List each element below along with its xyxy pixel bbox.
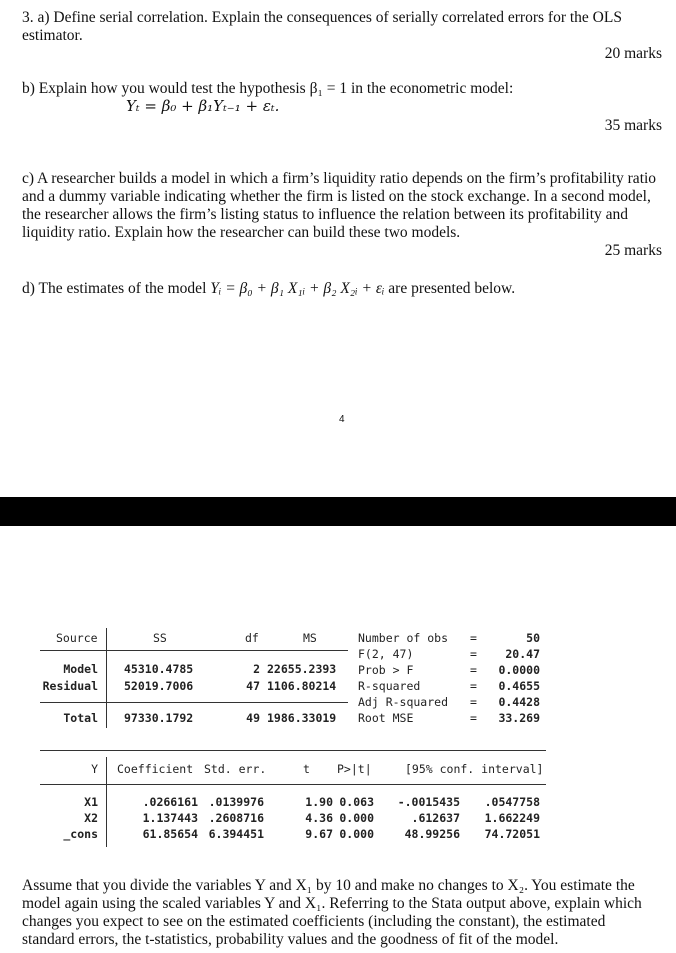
anova-row-total-ms: 1986.33019 bbox=[267, 711, 337, 725]
stat-label-nobs: Number of obs bbox=[358, 631, 449, 645]
question-3a-line-2: estimator. bbox=[22, 27, 83, 44]
coef-header-std-err: Std. err. bbox=[204, 762, 267, 776]
coef-row-x2-se: .2608716 bbox=[208, 811, 264, 825]
anova-header-ss: SS bbox=[153, 631, 167, 645]
question-3b-marks: 35 marks bbox=[604, 117, 662, 134]
page-separator-bar bbox=[0, 497, 676, 526]
coef-row-x1-p: 0.063 bbox=[339, 795, 374, 809]
stat-value-nobs: 50 bbox=[526, 631, 540, 645]
question-3c-line-1: c) A researcher builds a model in which a firm’s liquidity ratio depends on the firm’s profitability ratio bbox=[22, 170, 657, 187]
coef-rule-header bbox=[40, 784, 546, 785]
stat-label-f: F(2, 47) bbox=[358, 647, 414, 661]
coef-header-t: t bbox=[303, 762, 310, 776]
page-number: 4 bbox=[339, 414, 345, 425]
anova-header-df: df bbox=[245, 631, 259, 645]
stat-eq-f: = bbox=[470, 647, 477, 661]
stat-eq-r-squared: = bbox=[470, 679, 477, 693]
stat-label-r-squared: R-squared bbox=[358, 679, 421, 693]
anova-row-model-source: Model bbox=[63, 662, 98, 676]
anova-row-total-source: Total bbox=[63, 711, 98, 725]
stat-value-prob-f: 0.0000 bbox=[498, 663, 540, 677]
question-3c-marks: 25 marks bbox=[604, 242, 662, 259]
anova-rule-1 bbox=[40, 650, 348, 651]
anova-row-residual-ss: 52019.7006 bbox=[124, 679, 194, 693]
coef-vertical-rule bbox=[106, 757, 107, 847]
question-3c-line-3: the researcher allows the firm’s listing status to influence the relation between its profitability and bbox=[22, 206, 629, 223]
stat-eq-nobs: = bbox=[470, 631, 477, 645]
coef-rule-top bbox=[40, 750, 546, 751]
closing-line-2: model again using the scaled variables Y and X₁. Referring to the Stata output above, explain which bbox=[22, 895, 642, 912]
closing-line-4: standard errors, the t-statistics, probability values and the goodness of fit of the model. bbox=[22, 931, 559, 948]
question-3d-text bbox=[22, 280, 515, 298]
question-3c-line-4: liquidity ratio. Explain how the researcher can build these two models. bbox=[22, 224, 461, 241]
stat-eq-prob-f: = bbox=[470, 663, 477, 677]
coef-row-x2-var: X2 bbox=[84, 811, 98, 825]
coef-row-x1-var: X1 bbox=[84, 795, 98, 809]
coef-row-x2-t: 4.36 bbox=[305, 811, 333, 825]
coef-row-cons-se: 6.394451 bbox=[208, 827, 264, 841]
stat-value-r-squared: 0.4655 bbox=[498, 679, 540, 693]
coef-header-p: P>|t| bbox=[337, 762, 372, 776]
coef-row-x2-ci-high: 1.662249 bbox=[484, 811, 540, 825]
coef-header-ci: [95% conf. interval] bbox=[405, 762, 544, 776]
coef-row-cons-coef: 61.85654 bbox=[142, 827, 198, 841]
stat-eq-root-mse: = bbox=[470, 711, 477, 725]
question-3b-text: b) Explain how you would test the hypothesis β₁ = 1 in the econometric model: bbox=[22, 80, 514, 97]
coef-row-cons-ci-low: 48.99256 bbox=[404, 827, 460, 841]
coef-header-coefficient: Coefficient bbox=[117, 762, 194, 776]
coef-row-x1-se: .0139976 bbox=[208, 795, 264, 809]
coef-row-x2-coef: 1.137443 bbox=[142, 811, 198, 825]
coef-row-x2-p: 0.000 bbox=[339, 811, 374, 825]
question-3a-marks: 20 marks bbox=[604, 45, 662, 62]
anova-row-model-df: 2 bbox=[253, 662, 260, 676]
question-3b-equation: Yₜ = β₀ + β₁Yₜ₋₁ + εₜ. bbox=[126, 97, 280, 115]
anova-row-model-ss: 45310.4785 bbox=[124, 662, 194, 676]
question-3a-line-1: 3. a) Define serial correlation. Explain the consequences of serially correlated errors for the OLS bbox=[22, 9, 622, 26]
anova-row-residual-df: 47 bbox=[246, 679, 260, 693]
coef-row-x1-ci-high: .0547758 bbox=[484, 795, 540, 809]
coef-row-x2-ci-low: .612637 bbox=[411, 811, 460, 825]
coef-row-cons-var: _cons bbox=[63, 827, 98, 841]
anova-header-ms: MS bbox=[303, 631, 317, 645]
stat-value-root-mse: 33.269 bbox=[498, 711, 540, 725]
anova-row-total-ss: 97330.1792 bbox=[124, 711, 194, 725]
coef-row-cons-t: 9.67 bbox=[305, 827, 333, 841]
coef-row-x1-ci-low: -.0015435 bbox=[397, 795, 460, 809]
coef-row-cons-p: 0.000 bbox=[339, 827, 374, 841]
anova-row-residual-ms: 1106.80214 bbox=[267, 679, 337, 693]
coef-row-x1-coef: .0266161 bbox=[142, 795, 198, 809]
anova-row-residual-source: Residual bbox=[42, 679, 98, 693]
question-3d-post: are presented below. bbox=[384, 280, 516, 297]
anova-header-source: Source bbox=[56, 631, 98, 645]
stat-label-root-mse: Root MSE bbox=[358, 711, 414, 725]
coef-row-x1-t: 1.90 bbox=[305, 795, 333, 809]
closing-line-1: Assume that you divide the variables Y and X₁ by 10 and make no changes to X₂. You estimate the bbox=[22, 877, 635, 894]
question-3c-line-2: and a dummy variable indicating whether the firm is listed on the stock exchange. In a second model, bbox=[22, 188, 651, 205]
stat-value-f: 20.47 bbox=[505, 647, 540, 661]
anova-row-model-ms: 22655.2393 bbox=[267, 662, 337, 676]
coef-row-cons-ci-high: 74.72051 bbox=[484, 827, 540, 841]
anova-vertical-rule bbox=[106, 628, 107, 728]
anova-rule-2 bbox=[40, 702, 348, 703]
question-3d-model: Yᵢ = β₀ + β₁ X₁ᵢ + β₂ X₂ᵢ + εᵢ bbox=[210, 280, 385, 297]
stat-eq-adj-r-squared: = bbox=[470, 695, 477, 709]
coef-header-var: Y bbox=[91, 762, 98, 776]
stat-value-adj-r-squared: 0.4428 bbox=[498, 695, 540, 709]
stat-label-adj-r-squared: Adj R-squared bbox=[358, 695, 449, 709]
stat-label-prob-f: Prob > F bbox=[358, 663, 414, 677]
question-3d-pre: d) The estimates of the model bbox=[22, 280, 211, 297]
closing-line-3: changes you expect to see on the estimated coefficients (including the constant), the estimated bbox=[22, 913, 606, 930]
anova-row-total-df: 49 bbox=[246, 711, 260, 725]
